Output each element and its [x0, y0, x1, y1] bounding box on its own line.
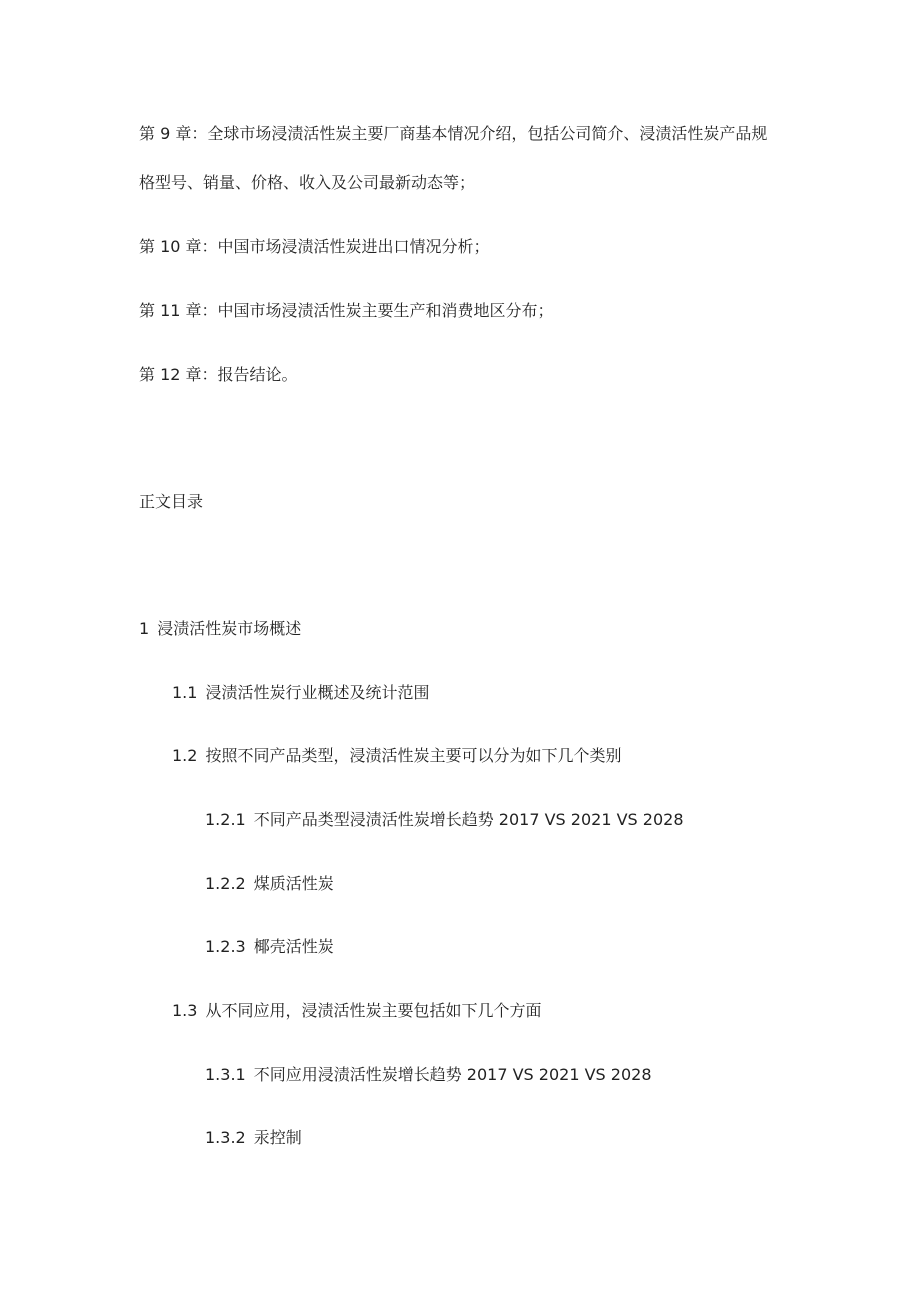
- chapter-12-line: 第 12 章：报告结论。: [139, 365, 298, 384]
- toc-entry-title: 浸渍活性炭市场概述: [157, 619, 302, 638]
- toc-entry-number: 1.1: [172, 683, 198, 702]
- toc-entry: [172, 746, 621, 766]
- toc-entry: [139, 619, 301, 639]
- toc-entry: [205, 1128, 302, 1148]
- toc-entry-number: 1.2.1: [205, 810, 246, 829]
- toc-entry: [205, 1065, 652, 1085]
- toc-entry-number: 1.3: [172, 1001, 198, 1020]
- toc-entry-number: 1: [139, 619, 150, 638]
- toc-entry: [205, 937, 334, 957]
- toc-heading: 正文目录: [139, 492, 204, 511]
- toc-entry-title: 不同应用浸渍活性炭增长趋势 2017 VS 2021 VS 2028: [253, 1065, 652, 1084]
- toc-entry-title: 煤质活性炭: [253, 874, 334, 893]
- toc-entry-title: 按照不同产品类型，浸渍活性炭主要可以分为如下几个类别: [205, 746, 622, 765]
- toc-entry-number: 1.2.3: [205, 937, 246, 956]
- chapter-9-line-2: 格型号、销量、价格、收入及公司最新动态等；: [139, 173, 476, 192]
- toc-entry-title: 汞控制: [253, 1128, 302, 1147]
- toc-entry-number: 1.3.2: [205, 1128, 246, 1147]
- toc-entry-title: 浸渍活性炭行业概述及统计范围: [205, 683, 430, 702]
- toc-entry: [205, 810, 684, 830]
- chapter-9-line-1: 第 9 章：全球市场浸渍活性炭主要厂商基本情况介绍，包括公司简介、浸渍活性炭产品规: [139, 124, 768, 143]
- toc-entry-number: 1.3.1: [205, 1065, 246, 1084]
- chapter-11-line: 第 11 章：中国市场浸渍活性炭主要生产和消费地区分布；: [139, 301, 554, 320]
- toc-entry: [172, 1001, 541, 1021]
- toc-entry-number: 1.2: [172, 746, 198, 765]
- toc-entry: [205, 874, 334, 894]
- chapter-10-line: 第 10 章：中国市场浸渍活性炭进出口情况分析；: [139, 237, 490, 256]
- toc-entry-title: 椰壳活性炭: [253, 937, 334, 956]
- toc-entry-title: 从不同应用，浸渍活性炭主要包括如下几个方面: [205, 1001, 542, 1020]
- toc-entry-number: 1.2.2: [205, 874, 246, 893]
- toc-entry: [172, 683, 429, 703]
- toc-entry-title: 不同产品类型浸渍活性炭增长趋势 2017 VS 2021 VS 2028: [253, 810, 684, 829]
